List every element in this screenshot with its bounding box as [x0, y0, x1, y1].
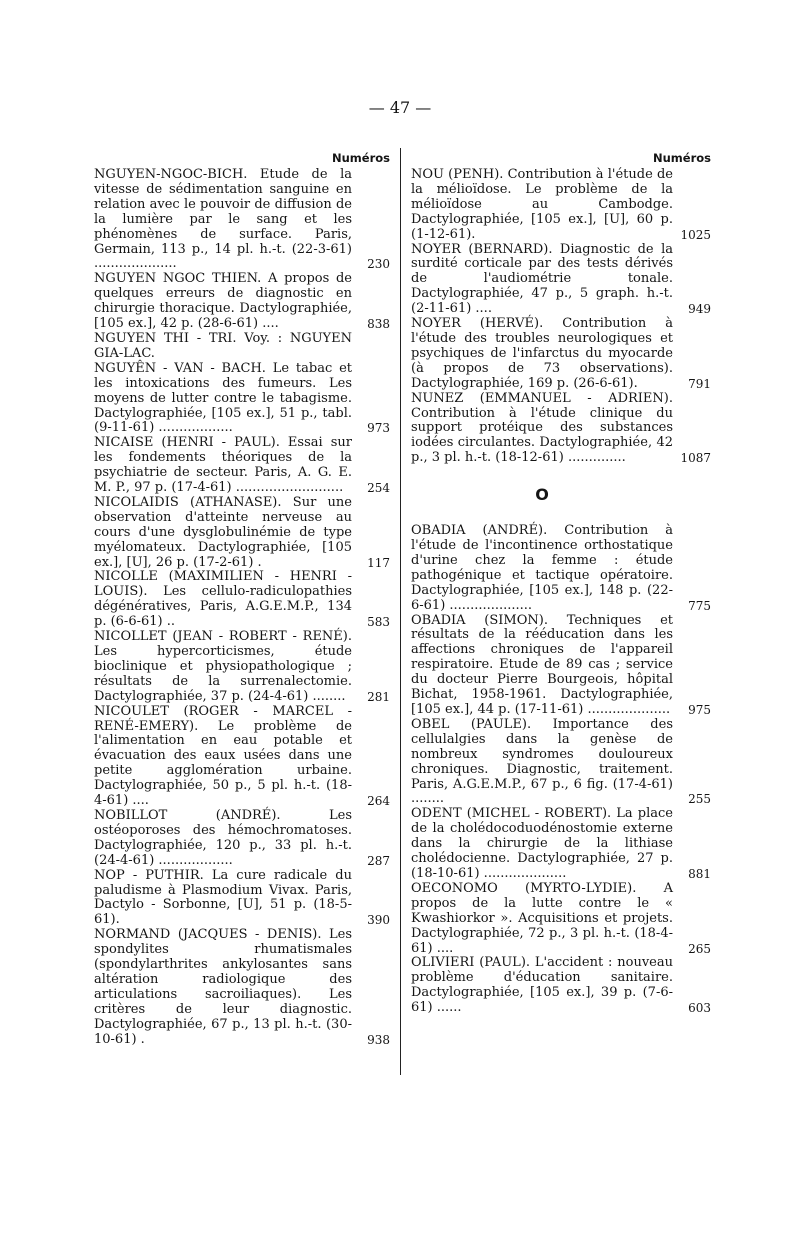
entry-text: NOBILLOT (ANDRÉ). Les ostéoporoses des hémochromatoses. Dactylographiée, 120 p., 33 pl. h.-t. (24-4-61) ..................	[94, 807, 352, 868]
bibliography-entry	[411, 392, 711, 467]
entry-number: 949	[688, 302, 711, 317]
entry-text: NICOLAIDIS (ATHANASE). Sur une observation d'atteinte nerveuse au cours d'une dysglobulinémie de type myélomateux. Dactylographiée, [105 ex.], [U], 26 p. (17-2-61) .	[94, 494, 352, 570]
entry-number: 1087	[680, 451, 711, 466]
entry-text: OBEL (PAULE). Importance des cellulalgies dans la genèse de nombreux syndromes douloureux chroniques. Diagnostic, traitement. Paris, A.G.E.M.P., 67 p., 6 fig. (17-4-61) ........	[411, 716, 673, 807]
bibliography-entry	[411, 807, 711, 882]
entry-number: 1025	[680, 227, 711, 242]
entry-number: 938	[367, 1032, 390, 1047]
entry-text: OBADIA (ANDRÉ). Contribution à l'étude de l'incontinence orthostatique d'urine chez la femme : étude pathogénique et tactique opératoire. Dactylographiée, [105 ex.], 148 p. (22-6-61) ....................	[411, 523, 673, 613]
bibliography-entry	[411, 882, 711, 957]
bibliography-entry	[411, 317, 711, 392]
numeros-header: Numéros	[652, 151, 711, 165]
entry-text: NICOLLE (MAXIMILIEN - HENRI - LOUIS). Les cellulo-radiculopathies dégénératives, Paris, A.G.E.M.P., 134 p. (6-6-61) ..	[94, 569, 352, 630]
bibliography-entry	[94, 272, 390, 332]
entry-text: NORMAND (JACQUES - DENIS). Les spondylites rhumatismales (spondylarthrites ankylosantes sans altération radiologique des articulations sacroiliaques). Les critères de leur diagnostic. Dactylographiée, 67 p., 13 pl. h.-t. (30-10-61) .	[94, 927, 352, 1047]
bibliography-entry	[94, 332, 390, 362]
bibliography-entry	[411, 718, 711, 807]
entry-text: OBADIA (SIMON). Techniques et résultats de la rééducation dans les affections chroniques de l'appareil respiratoire. Etude de 89 cas ; service du docteur Pierre Bourgeois, hôpital Bichat, 1958-1961. Dactylographiée, [105 ex.], 44 p. (17-11-61) ....................	[411, 612, 673, 717]
bibliography-entry	[94, 809, 390, 869]
entry-number: 255	[688, 792, 711, 807]
bibliography-entry	[411, 168, 711, 243]
entry-text: NGUYEN NGOC THIEN. A propos de quelques erreurs de diagnostic en chirurgie thoracique. Dactylographiée, [105 ex.], 42 p. (28-6-61) ....	[94, 271, 352, 332]
entry-number: 264	[367, 794, 390, 809]
entry-text: OLIVIERI (PAUL). L'accident : nouveau problème d'éducation sanitaire. Dactylographiée, [105 ex.], 39 p. (7-6-61) ......	[411, 955, 673, 1016]
bibliography-entry	[411, 243, 711, 318]
entry-number: 775	[688, 598, 711, 613]
entry-number: 265	[688, 941, 711, 956]
left-entries	[94, 168, 390, 1047]
entry-text: OECONOMO (MYRTO-LYDIE). A propos de la lutte contre le « Kwashiorkor ». Acquisitions et projets. Dactylographiée, 72 p., 3 pl. h.-t. (18-4-61) ....	[411, 880, 673, 956]
entry-text: NOYER (BERNARD). Diagnostic de la surdité corticale par des tests dérivés de l'audiométrie tonale. Dactylographiée, 47 p., 5 graph. h.-t. (2-11-61) ....	[411, 241, 673, 317]
entry-number: 975	[688, 703, 711, 717]
right-column	[411, 148, 711, 1016]
entry-number: 838	[367, 317, 390, 332]
entry-number: 791	[688, 376, 711, 391]
right-entries-after	[411, 524, 711, 1016]
page-number: — 47 —	[368, 98, 432, 117]
entry-number: 881	[688, 866, 711, 881]
bibliography-entry	[94, 168, 390, 272]
entry-number: 583	[367, 615, 390, 630]
bibliography-entry	[411, 956, 711, 1016]
entry-text: NOYER (HERVÉ). Contribution à l'étude des troubles neurologiques et psychiques de l'infarctus du myocarde (à propos de 73 observations). Dactylographiée, 169 p. (26-6-61).	[411, 316, 673, 391]
entry-text: NICOULET (ROGER - MARCEL - RENÉ-EMERY). Le problème de l'alimentation en eau potable et évacuation des eaux usées dans une petite agglomération urbaine. Dactylographiée, 50 p., 5 pl. h.-t. (18-4-61) ....	[94, 703, 352, 809]
entry-number: 973	[367, 421, 390, 436]
entry-text: NICAISE (HENRI - PAUL). Essai sur les fondements théoriques de la psychiatrie de secteur. Paris, A. G. E. M. P., 97 p. (17-4-61) ..........................	[94, 435, 352, 496]
bibliography-entry	[94, 436, 390, 496]
entry-number: 603	[688, 1001, 711, 1016]
column-divider	[400, 148, 401, 1075]
bibliography-entry	[411, 524, 711, 613]
entry-number: 117	[367, 555, 390, 570]
section-letter: O	[535, 485, 549, 505]
entry-text: ODENT (MICHEL - ROBERT). La place de la cholédocoduodénostomie externe dans la chirurgie de la lithiase cholédocienne. Dactylographiée, 27 p. (18-10-61) ....................	[411, 806, 673, 881]
bibliography-entry	[94, 570, 390, 630]
bibliography-entry	[94, 869, 390, 929]
entry-text: NUNEZ (EMMANUEL - ADRIEN). Contribution à l'étude clinique du support protéique des substances iodées circulantes. Dactylographiée, 42 p., 3 pl. h.-t. (18-12-61) ..............	[411, 390, 673, 466]
bibliography-entry	[411, 614, 711, 718]
entry-text: NICOLLET (JEAN - ROBERT - RENÉ). Les hypercorticismes, étude bioclinique et physiopathologique ; résultats de la surrenalectomie. Dactylographiée, 37 p. (24-4-61) ........	[94, 629, 352, 704]
entry-text: NGUYEN-NGOC-BICH. Etude de la vitesse de sédimentation sanguine en relation avec le pouvoir de diffusion de la lumière par le sang et les phénomènes de surface. Paris, Germain, 113 p., 14 pl. h.-t. (22-3-61) ....................	[94, 167, 352, 272]
entry-number: 281	[367, 689, 390, 704]
entry-text: NOP - PUTHIR. La cure radicale du paludisme à Plasmodium Vivax. Paris, Dactylo - Sorbonne, [U], 51 p. (18-5-61).	[94, 867, 352, 928]
bibliography-entry	[94, 928, 390, 1047]
bibliography-entry	[94, 705, 390, 809]
entry-number: 287	[367, 853, 390, 868]
entry-text: NOU (PENH). Contribution à l'étude de la mélioïdose. Le problème de la mélioïdose au Cambodge. Dactylographiée, [105 ex.], [U], 60 p. (1-12-61).	[411, 167, 673, 242]
entry-text: NGUYÊN - VAN - BACH. Le tabac et les intoxications des fumeurs. Les moyens de lutter contre le tabagisme. Dactylographiée, [105 ex.], 51 p., tabl. (9-11-61) ..................	[94, 360, 352, 436]
numeros-header: Numéros	[331, 151, 390, 165]
bibliography-entry	[94, 362, 390, 437]
entry-number: 230	[367, 257, 390, 272]
entry-number: 390	[367, 913, 390, 928]
entry-number: 254	[367, 481, 390, 496]
right-entries-before	[411, 168, 711, 466]
bibliography-entry	[94, 496, 390, 571]
left-column	[94, 148, 390, 1047]
entry-text: NGUYEN THI - TRI. Voy. : NGUYEN GIA-LAC.	[94, 330, 352, 361]
bibliography-entry	[94, 630, 390, 705]
